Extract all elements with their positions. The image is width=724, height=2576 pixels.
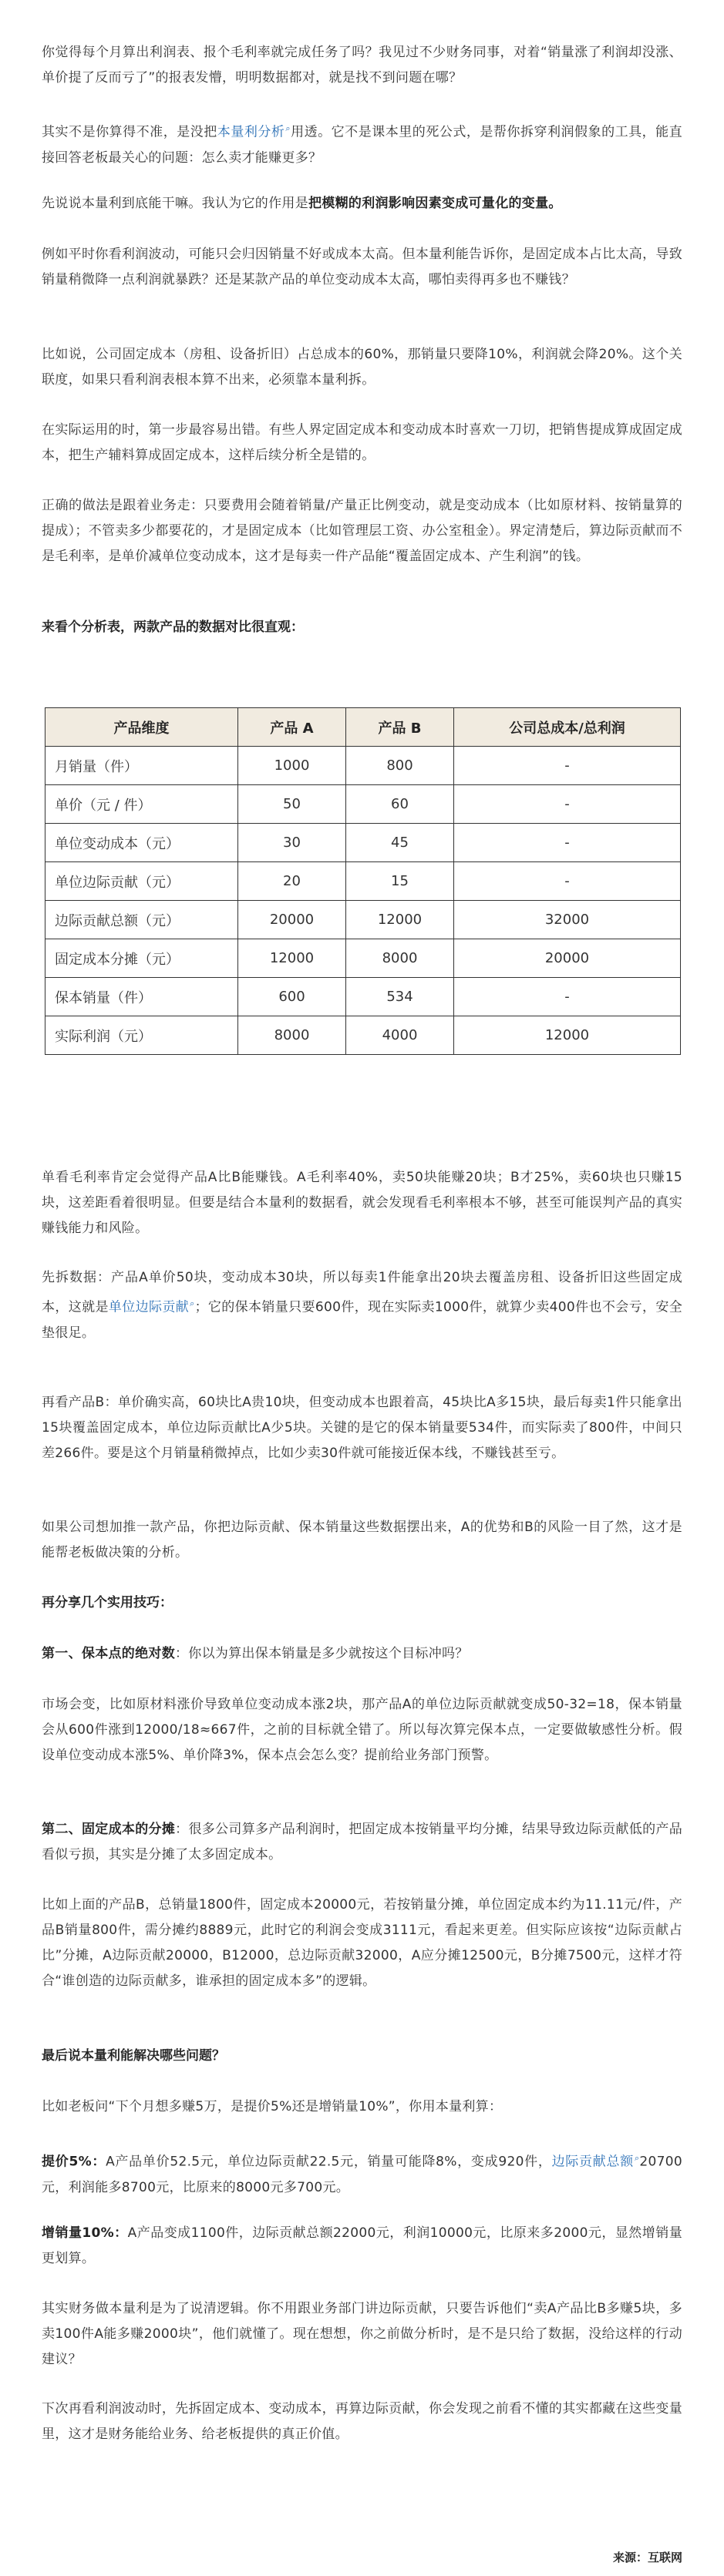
source-credit: 来源：互联网 — [612, 2551, 682, 2564]
table-cell: 600 — [238, 978, 346, 1016]
table-cell: - — [454, 862, 681, 901]
table-row — [45, 862, 681, 901]
contribution-total-link[interactable]: 边际贡献总额 — [551, 2154, 634, 2170]
paragraph-product-b: 再看产品B：单价确实高，60块比A贵10块，但变动成本也跟着高，45块比A多15块，最后每卖1件只能拿出15块覆盖固定成本，单位边际贡献比A少5块。关键的是它的保本销量要534件，而实际卖了800件，中间只差266件。要是这个月销量稍微掉点，比如少卖30件就可能接近保本线，不赚钱甚至亏。 — [42, 1395, 682, 1461]
table-cell: - — [454, 785, 681, 824]
table-cell: 60 — [346, 785, 454, 824]
paragraph-common-mistake: 在实际运用的时，第一步最容易出错。有些人界定固定成本和变动成本时喜欢一刀切，把销售提成算成固定成本，把生产辅料算成固定成本，这样后续分析全是错的。 — [42, 422, 682, 463]
table-cell: 45 — [346, 824, 454, 862]
paragraph-logic: 其实财务做本量利是为了说清逻辑。你不用跟业务部门讲边际贡献，只要告诉他们“卖A产品比B多赚5块，多卖100件A能多赚2000块”，他们就懂了。现在想想，你之前做分析时，是不是只给了数据，没给这样的行动建议？ — [42, 2301, 682, 2367]
paragraph-conclusion: 下次再看利润波动时，先拆固定成本、变动成本，再算边际贡献，你会发现之前看不懂的其实都藏在这些变量里，这才是财务能给业务、给老板提供的真正价值。 — [42, 2401, 682, 2442]
paragraph-text: ；它的保本销量只要600件，现在实际卖1000件，就算少卖400件也不会亏，安全垫很足。 — [42, 1299, 682, 1341]
paragraph-fixed-cost-example: 比如说，公司固定成本（房租、设备折旧）占总成本的60%，那销量只要降10%，利润就会降20%。这个关联度，如果只看利润表根本算不出来，必须靠本量利拆。 — [42, 347, 682, 388]
paragraph-text: A产品单价52.5元，单位边际贡献22.5元，销量可能降8%，变成920件， — [106, 2154, 552, 2170]
table-header-row — [45, 708, 681, 747]
paragraph-gross-margin: 单看毛利率肯定会觉得产品A比B能赚钱。A毛利率40%，卖50块能赚20块；B才25%，卖60块也只赚15块，这差距看着很明显。但要是结合本量利的数据看，就会发现看毛利率根本不够，甚至可能误判产品的真实赚钱能力和风险。 — [42, 1170, 682, 1236]
bold-text: 增销量10%： — [42, 2225, 128, 2241]
search-icon[interactable]: ⌕ — [285, 123, 291, 133]
bold-text: 第二、固定成本的分摊 — [42, 1822, 176, 1837]
paragraph-tip-two — [42, 1817, 682, 1868]
paragraph-sensitivity: 市场会变，比如原材料涨价导致单位变动成本涨2块，那产品A的单位边际贡献就变成50-32=18，保本销量会从600件涨到12000/18≈667件，之前的目标就全错了。所以每次算完保本点，一定要做敏感性分析。假设单位变动成本涨5%、单价降3%，保本点会怎么变？提前给业务部门预警。 — [42, 1697, 682, 1763]
table-cell: 固定成本分摊（元） — [45, 939, 238, 978]
table-cell: 8000 — [238, 1016, 346, 1055]
paragraph-decision: 如果公司想加推一款产品，你把边际贡献、保本销量这些数据摆出来，A的优势和B的风险一目了然，这才是能帮老板做决策的分析。 — [42, 1520, 682, 1560]
table-header-cell: 产品 A — [238, 708, 346, 747]
table-cell: 4000 — [346, 1016, 454, 1055]
table-row — [45, 978, 681, 1016]
table-cell: 月销量（件） — [45, 747, 238, 785]
table-row — [45, 785, 681, 824]
paragraph-correct-method: 正确的做法是跟着业务走：只要费用会随着销量/产量正比例变动，就是变动成本（比如原材料、按销量算的提成）；不管卖多少都要花的，才是固定成本（比如管理层工资、办公室租金）。界定清楚后，算边际贡献而不是毛利率，是单价减单位变动成本，这才是每卖一件产品能“覆盖固定成本、产生利润”的钱。 — [42, 498, 682, 564]
section-heading-table: 来看个分析表，两款产品的数据对比很直观： — [42, 620, 304, 635]
paragraph-text: 先拆数据：产品A单价50块，变动成本30块，所以每卖1件能拿出20块去覆盖房租、设备折旧这些固定成本，这就是 — [42, 1270, 682, 1315]
paragraph-cvp-tool — [42, 116, 682, 171]
table-cell: 30 — [238, 824, 346, 862]
bold-text: 提价5%： — [42, 2154, 106, 2170]
table-cell: - — [454, 747, 681, 785]
section-heading-problems: 最后说本量利能解决哪些问题？ — [42, 2048, 225, 2064]
table-cell: 1000 — [238, 747, 346, 785]
table-row — [45, 747, 681, 785]
paragraph-text: A产品变成1100件，边际贡献总额22000元，利润10000元，比原来多2000元，显然增销量更划算。 — [42, 2225, 683, 2266]
table-row — [45, 1016, 681, 1055]
paragraph-volume-increase — [42, 2221, 682, 2272]
table-cell: 32000 — [454, 901, 681, 939]
table-cell: 12000 — [454, 1016, 681, 1055]
unit-contribution-link[interactable]: 单位边际贡献 — [108, 1299, 190, 1315]
bold-text: 第一、保本点的绝对数 — [42, 1646, 175, 1661]
search-icon[interactable]: ⌕ — [634, 2153, 640, 2163]
table-cell: 边际贡献总额（元） — [45, 901, 238, 939]
table-cell: 8000 — [346, 939, 454, 978]
table-cell: 保本销量（件） — [45, 978, 238, 1016]
paragraph-product-a — [42, 1265, 682, 1346]
table-cell: 534 — [346, 978, 454, 1016]
table-cell: 单位变动成本（元） — [45, 824, 238, 862]
table-cell: - — [454, 978, 681, 1016]
paragraph-price-increase — [42, 2145, 682, 2201]
comparison-table — [45, 707, 681, 1055]
table-cell: 50 — [238, 785, 346, 824]
table-row — [45, 901, 681, 939]
table-header-cell: 公司总成本/总利润 — [454, 708, 681, 747]
table-cell: 20 — [238, 862, 346, 901]
paragraph-text: ：你以为算出保本销量是多少就按这个目标冲吗？ — [175, 1646, 469, 1661]
table-header-cell: 产品维度 — [45, 708, 238, 747]
table-cell: 20000 — [454, 939, 681, 978]
paragraph-purpose — [42, 191, 682, 217]
table-cell: 单位边际贡献（元） — [45, 862, 238, 901]
paragraph-tip-one — [42, 1641, 682, 1667]
table-cell: 单价（元 / 件） — [45, 785, 238, 824]
paragraph-intro: 你觉得每个月算出利润表、报个毛利率就完成任务了吗？我见过不少财务同事，对着“销量涨了利润却没涨、单价提了反而亏了”的报表发懵，明明数据都对，就是找不到问题在哪？ — [42, 45, 682, 86]
cvp-analysis-link[interactable]: 本量利分析 — [217, 124, 285, 140]
paragraph-text: 先说说本量利到底能干嘛。我认为它的作用是 — [42, 196, 308, 211]
table-row — [45, 939, 681, 978]
table-cell: 800 — [346, 747, 454, 785]
table-header-cell: 产品 B — [346, 708, 454, 747]
paragraph-allocation: 比如上面的产品B，总销量1800件，固定成本20000元，若按销量分摊，单位固定成本约为11.11元/件，产品B销量800件，需分摊约8889元，此时它的利润会变成3111元，看起来更差。但实际应该按“边际贡献占比”分摊，A边际贡献20000，B12000，总边际贡献32000，A应分摊12500元，B分摊7500元，这样才符合“谁创造的边际贡献多，谁承担的固定成本多”的逻辑。 — [42, 1897, 682, 1989]
search-icon[interactable]: ⌕ — [190, 1298, 195, 1308]
table-cell: 20000 — [238, 901, 346, 939]
table-row — [45, 824, 681, 862]
table-cell: 实际利润（元） — [45, 1016, 238, 1055]
paragraph-text: ：很多公司算多产品利润时，把固定成本按销量平均分摊，结果导致边际贡献低的产品看似亏损，其实是分摊了太多固定成本。 — [42, 1822, 683, 1862]
table-cell: 12000 — [238, 939, 346, 978]
paragraph-text: 用透。它不是课本里的死公式，是帮你拆穿利润假象的工具，能直接回答老板最关心的问题：怎么卖才能赚更多？ — [42, 124, 683, 166]
paragraph-text: 其实不是你算得不准，是没把 — [42, 124, 217, 140]
table-cell: - — [454, 824, 681, 862]
table-cell: 15 — [346, 862, 454, 901]
paragraph-text: 20700元，利润能多8700元，比原来的8000元多700元。 — [42, 2154, 682, 2195]
section-heading-tips: 再分享几个实用技巧： — [42, 1595, 173, 1610]
bold-text: 把模糊的利润影响因素变成可量化的变量。 — [308, 196, 562, 211]
table-cell: 12000 — [346, 901, 454, 939]
paragraph-boss-question: 比如老板问“下个月想多赚5万，是提价5%还是增销量10%”，你用本量利算： — [42, 2099, 503, 2114]
paragraph-profit-fluctuation: 例如平时你看利润波动，可能只会归因销量不好或成本太高。但本量利能告诉你，是固定成本占比太高，导致销量稍微降一点利润就暴跌？还是某款产品的单位变动成本太高，哪怕卖得再多也不赚钱？ — [42, 247, 682, 287]
